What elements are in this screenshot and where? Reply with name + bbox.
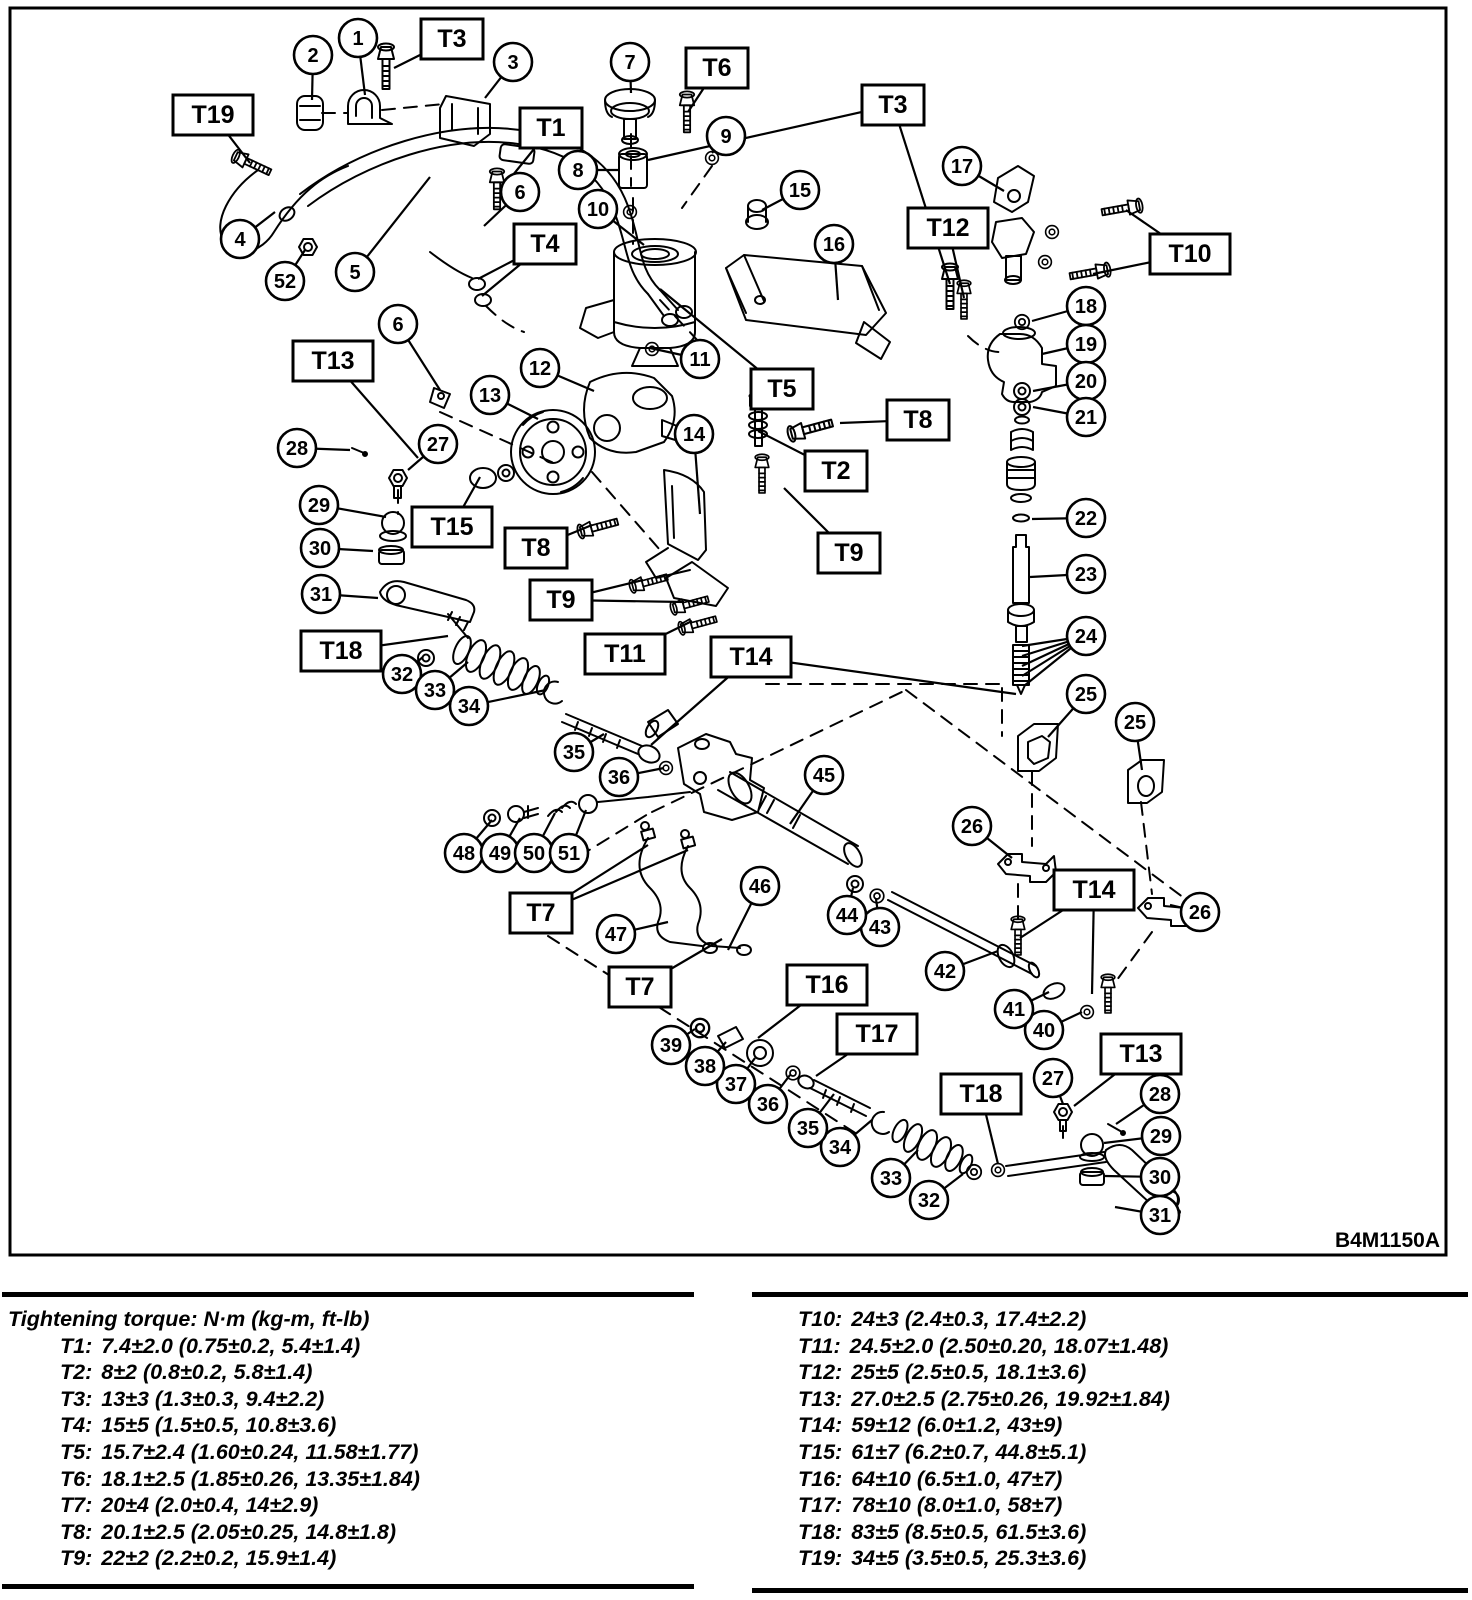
torque-value: 7.4±2.0 (0.75±0.2, 5.4±1.4) [101, 1333, 361, 1358]
torque-label-text: T5 [767, 375, 797, 403]
torque-label-T7 [510, 893, 572, 933]
callout-33 [872, 1159, 910, 1197]
callout-number: 3 [507, 52, 519, 74]
torque-id: T14: [798, 1413, 843, 1438]
callout-number: 20 [1074, 371, 1098, 393]
callout-52 [266, 262, 304, 300]
torque-label-T19 [173, 95, 253, 135]
torque-label-text: T13 [1119, 1040, 1163, 1068]
torque-value: 15±5 (1.5±0.5, 10.8±3.6) [101, 1413, 337, 1438]
callout-number: 16 [822, 234, 846, 256]
callout-number: 26 [1188, 902, 1212, 924]
torque-value: 59±12 (6.0±1.2, 43±9) [851, 1413, 1063, 1438]
torque-id: T8: [60, 1519, 93, 1544]
torque-label-text: T6 [702, 54, 732, 82]
callout-number: 43 [868, 917, 892, 939]
universal-joint [992, 166, 1058, 284]
hose-clamps [297, 90, 490, 146]
torque-label-T15 [412, 507, 492, 547]
callout-7 [611, 43, 649, 81]
torque-label-text: T10 [1168, 240, 1212, 268]
torque-value: 64±10 (6.5±1.0, 47±7) [851, 1466, 1063, 1491]
bolts [230, 44, 1147, 1013]
callout-12 [521, 349, 559, 387]
callout-27 [1034, 1059, 1072, 1097]
torque-label-text: T19 [191, 101, 235, 129]
callout-number: 28 [285, 438, 309, 460]
torque-id: T18: [798, 1519, 843, 1544]
callout-24 [1067, 617, 1105, 655]
torque-label-T14 [711, 637, 791, 677]
callout-19 [1067, 325, 1105, 363]
torque-value: 18.1±2.5 (1.85±0.26, 13.35±1.84) [101, 1466, 420, 1491]
torque-value: 27.0±2.5 (2.75±0.26, 19.92±1.84) [851, 1386, 1170, 1411]
callout-number: 18 [1074, 296, 1098, 318]
torque-value: 13±3 (1.3±0.3, 9.4±2.2) [101, 1386, 325, 1411]
torque-id: T4: [60, 1413, 93, 1438]
leader-line [893, 105, 950, 284]
torque-label-T6 [686, 48, 748, 88]
callout-25 [1067, 675, 1105, 713]
callout-number: 27 [426, 434, 450, 456]
torque-id: T17: [798, 1493, 843, 1518]
callout-number: 52 [273, 271, 297, 293]
callout-51 [550, 834, 588, 872]
torque-label-T2 [805, 451, 867, 491]
torque-label-text: T3 [878, 91, 908, 119]
callout-34 [450, 687, 488, 725]
torque-label-text: T7 [526, 899, 556, 927]
callout-30 [301, 529, 339, 567]
torque-row-T6 [8, 1466, 694, 1493]
callout-30 [1141, 1158, 1179, 1196]
torque-label-T3 [421, 19, 483, 59]
callout-17 [943, 147, 981, 185]
callout-47 [597, 915, 635, 953]
callout-number: 48 [452, 843, 476, 865]
torque-label-text: T9 [834, 539, 864, 567]
torque-value: 25±5 (2.5±0.5, 18.1±3.6) [851, 1360, 1087, 1385]
callout-number: 42 [933, 961, 957, 983]
callout-27 [419, 425, 457, 463]
callout-26 [953, 807, 991, 845]
torque-label-text: T18 [959, 1080, 1003, 1108]
callout-number: 33 [879, 1168, 903, 1190]
callout-49 [481, 834, 519, 872]
callout-number: 39 [659, 1035, 683, 1057]
callout-39 [652, 1026, 690, 1064]
torque-label-T18 [301, 631, 381, 671]
torque-label-text: T2 [821, 457, 851, 485]
torque-label-T1 [520, 108, 582, 148]
torque-value: 24.5±2.0 (2.50±0.20, 18.07±1.48) [849, 1333, 1169, 1358]
callout-number: 1 [352, 28, 364, 50]
callout-11 [681, 340, 719, 378]
callout-number: 29 [307, 495, 331, 517]
callout-number: 13 [478, 385, 502, 407]
torque-value: 83±5 (8.5±0.5, 61.5±3.6) [851, 1519, 1087, 1544]
callout-38 [686, 1047, 724, 1085]
torque-id: T13: [798, 1386, 843, 1411]
torque-label-text: T16 [805, 971, 849, 999]
valve-assembly [988, 315, 1056, 694]
callout-28 [1141, 1075, 1179, 1113]
torque-row-T5 [8, 1439, 694, 1466]
torque-label-T9 [530, 580, 592, 620]
callout-number: 21 [1074, 407, 1098, 429]
torque-row-T13 [752, 1386, 1468, 1413]
torque-table-right-rows [752, 1306, 1468, 1572]
torque-label-text: T14 [729, 643, 773, 671]
callout-41 [995, 990, 1033, 1028]
torque-table-title: Tightening torque: N·m (kg-m, ft-lb) [8, 1307, 370, 1331]
torque-row-T2 [8, 1359, 694, 1386]
torque-label-T18 [941, 1074, 1021, 1114]
torque-row-T8 [8, 1519, 694, 1546]
torque-id: T10: [798, 1307, 843, 1331]
torque-label-text: T18 [319, 637, 363, 665]
callout-number: 34 [828, 1137, 852, 1159]
callout-number: 10 [586, 199, 610, 221]
torque-label-text: T8 [903, 406, 933, 434]
torque-id: T9: [60, 1546, 93, 1571]
torque-value: 20±4 (2.0±0.4, 14±2.9) [101, 1493, 319, 1518]
callout-28 [278, 429, 316, 467]
torque-label-T7 [609, 967, 671, 1007]
torque-id: T2: [60, 1360, 93, 1385]
part-6-wedge [430, 388, 450, 408]
callout-number: 29 [1149, 1126, 1173, 1148]
callout-number: 45 [812, 765, 836, 787]
callout-number: 28 [1148, 1084, 1172, 1106]
callout-31 [1141, 1196, 1179, 1234]
reservoir-bracket [726, 255, 890, 359]
callout-number: 12 [528, 358, 552, 380]
callout-35 [555, 733, 593, 771]
torque-row-T16 [752, 1466, 1468, 1493]
torque-label-text: T14 [1072, 876, 1116, 904]
callout-number: 6 [514, 182, 526, 204]
torque-label-text: T3 [437, 25, 467, 53]
torque-id: T3: [60, 1386, 93, 1411]
callout-number: 36 [607, 767, 631, 789]
callout-4 [221, 220, 259, 258]
callout-number: 7 [624, 52, 636, 74]
torque-row-T12 [752, 1359, 1468, 1386]
callout-50 [515, 834, 553, 872]
torque-label-T4 [514, 224, 576, 264]
callout-number: 23 [1074, 564, 1098, 586]
torque-row-T7 [8, 1492, 694, 1519]
callout-number: 37 [724, 1074, 748, 1096]
torque-row-T14 [752, 1412, 1468, 1439]
callout-number: 44 [835, 905, 859, 927]
callout-number: 30 [308, 538, 332, 560]
callout-number: 35 [562, 742, 586, 764]
callout-number: 4 [234, 229, 246, 251]
callout-number: 11 [689, 349, 711, 371]
torque-value: 34±5 (3.5±0.5, 25.3±3.6) [851, 1546, 1087, 1571]
callout-18 [1067, 287, 1105, 325]
torque-label-T8 [887, 400, 949, 440]
callout-1 [339, 19, 377, 57]
torque-value: 61±7 (6.2±0.7, 44.8±5.1) [851, 1439, 1087, 1464]
torque-label-T17 [837, 1014, 917, 1054]
callout-8 [559, 151, 597, 189]
torque-label-text: T9 [546, 586, 576, 614]
callout-number: 31 [309, 584, 333, 606]
callout-number: 32 [917, 1190, 941, 1212]
torque-label-T10 [1150, 234, 1230, 274]
torque-row-T17 [752, 1492, 1468, 1519]
reservoir [580, 148, 696, 366]
torque-id: T1: [60, 1333, 93, 1358]
callout-number: 17 [950, 156, 974, 178]
torque-label-T16 [787, 965, 867, 1005]
callout-10 [579, 190, 617, 228]
callout-22 [1067, 499, 1105, 537]
torque-label-text: T13 [311, 347, 355, 375]
callout-number: 27 [1041, 1068, 1065, 1090]
callout-number: 19 [1074, 334, 1098, 356]
part-15-sleeve [746, 200, 768, 229]
callout-number: 51 [557, 843, 581, 865]
callout-number: 5 [349, 262, 361, 284]
torque-value: 22±2 (2.2±0.2, 15.9±1.4) [101, 1546, 337, 1571]
callout-42 [926, 952, 964, 990]
callout-number: 40 [1032, 1020, 1056, 1042]
pump-bracket [646, 470, 728, 606]
callout-number: 38 [693, 1056, 717, 1078]
callout-number: 22 [1074, 508, 1098, 530]
callout-number: 2 [307, 45, 319, 67]
callout-number: 41 [1002, 999, 1026, 1021]
callout-number: 34 [457, 696, 481, 718]
torque-label-T13 [293, 341, 373, 381]
callout-number: 30 [1148, 1167, 1172, 1189]
callout-36 [600, 758, 638, 796]
callout-2 [294, 36, 332, 74]
torque-label-T12 [908, 208, 988, 248]
torque-value: 15.7±2.4 (1.60±0.24, 11.58±1.77) [101, 1439, 419, 1464]
callout-20 [1067, 362, 1105, 400]
torque-label-text: T17 [855, 1020, 899, 1048]
callout-number: 31 [1148, 1205, 1172, 1227]
callout-number: 25 [1123, 712, 1147, 734]
torque-id: T5: [60, 1439, 93, 1464]
callout-number: 6 [392, 314, 404, 336]
torque-id: T11: [798, 1333, 841, 1358]
callout-48 [445, 834, 483, 872]
callout-number: 25 [1074, 684, 1098, 706]
callout-number: 33 [423, 680, 447, 702]
callout-number: 47 [604, 924, 628, 946]
torque-label-T11 [585, 634, 665, 674]
torque-row-T9 [8, 1545, 694, 1572]
callout-32 [910, 1181, 948, 1219]
callout-9 [707, 117, 745, 155]
callout-number: 49 [488, 843, 512, 865]
callout-15 [781, 171, 819, 209]
callout-29 [300, 486, 338, 524]
torque-row-T19 [752, 1545, 1468, 1572]
torque-label-text: T1 [536, 114, 566, 142]
torque-value: 24±3 (2.4±0.3, 17.4±2.2) [851, 1307, 1087, 1331]
callout-number: 9 [720, 126, 732, 148]
torque-id: T16: [798, 1466, 843, 1491]
torque-label-T3 [862, 85, 924, 125]
callout-23 [1067, 555, 1105, 593]
torque-row-T4 [8, 1412, 694, 1439]
torque-label-text: T7 [625, 973, 655, 1001]
torque-label-T8 [505, 528, 567, 568]
callout-13 [471, 376, 509, 414]
callout-number: 14 [682, 424, 706, 446]
torque-label-text: T11 [604, 640, 646, 668]
callout-44 [828, 896, 866, 934]
callout-number: 24 [1074, 626, 1098, 648]
torque-id: T19: [798, 1546, 843, 1571]
torque-row-T1 [8, 1333, 694, 1360]
torque-id: T12: [798, 1360, 843, 1385]
callout-number: 26 [960, 816, 984, 838]
torque-label-text: T8 [521, 534, 551, 562]
callout-number: 36 [756, 1094, 780, 1116]
callout-number: 46 [748, 876, 772, 898]
callout-number: 32 [390, 664, 414, 686]
callout-16 [815, 225, 853, 263]
callout-5 [336, 253, 374, 291]
torque-table-left [2, 1292, 694, 1589]
torque-id: T7: [60, 1493, 93, 1518]
torque-row-T18 [752, 1519, 1468, 1546]
torque-table-right [752, 1292, 1468, 1593]
torque-label-text: T15 [430, 513, 474, 541]
callout-6 [379, 305, 417, 343]
torque-id: T15: [798, 1439, 843, 1464]
callout-45 [805, 756, 843, 794]
torque-row-T11 [752, 1333, 1468, 1360]
torque-row-T15 [752, 1439, 1468, 1466]
callout-number: 50 [522, 843, 546, 865]
torque-label-text: T4 [530, 230, 560, 258]
callout-26 [1181, 893, 1219, 931]
torque-id: T6: [60, 1466, 93, 1491]
callout-21 [1067, 398, 1105, 436]
callout-25 [1116, 703, 1154, 741]
torque-value: 20.1±2.5 (2.05±0.25, 14.8±1.8) [101, 1519, 397, 1544]
torque-label-T5 [751, 369, 813, 409]
callout-number: 35 [796, 1118, 820, 1140]
torque-value: 78±10 (8.0±1.0, 58±7) [851, 1493, 1063, 1518]
callout-number: 8 [572, 160, 584, 182]
callout-46 [741, 867, 779, 905]
figure-code: B4M1150A [1334, 1229, 1440, 1252]
torque-row-T10 [752, 1306, 1468, 1333]
torque-label-T9 [818, 533, 880, 573]
torque-table-left-rows [8, 1333, 694, 1572]
torque-label-text: T12 [926, 214, 970, 242]
torque-label-T13 [1101, 1034, 1181, 1074]
callout-6 [501, 173, 539, 211]
callout-29 [1142, 1117, 1180, 1155]
callout-33 [416, 671, 454, 709]
torque-label-T14 [1054, 870, 1134, 910]
tie-rod-left [352, 448, 672, 774]
callout-3 [494, 43, 532, 81]
torque-value: 8±2 (0.8±0.2, 5.8±1.4) [101, 1360, 313, 1385]
callout-14 [675, 415, 713, 453]
callout-number: 15 [788, 180, 812, 202]
callout-35 [789, 1109, 827, 1147]
callout-31 [302, 575, 340, 613]
torque-row-T3 [8, 1386, 694, 1413]
